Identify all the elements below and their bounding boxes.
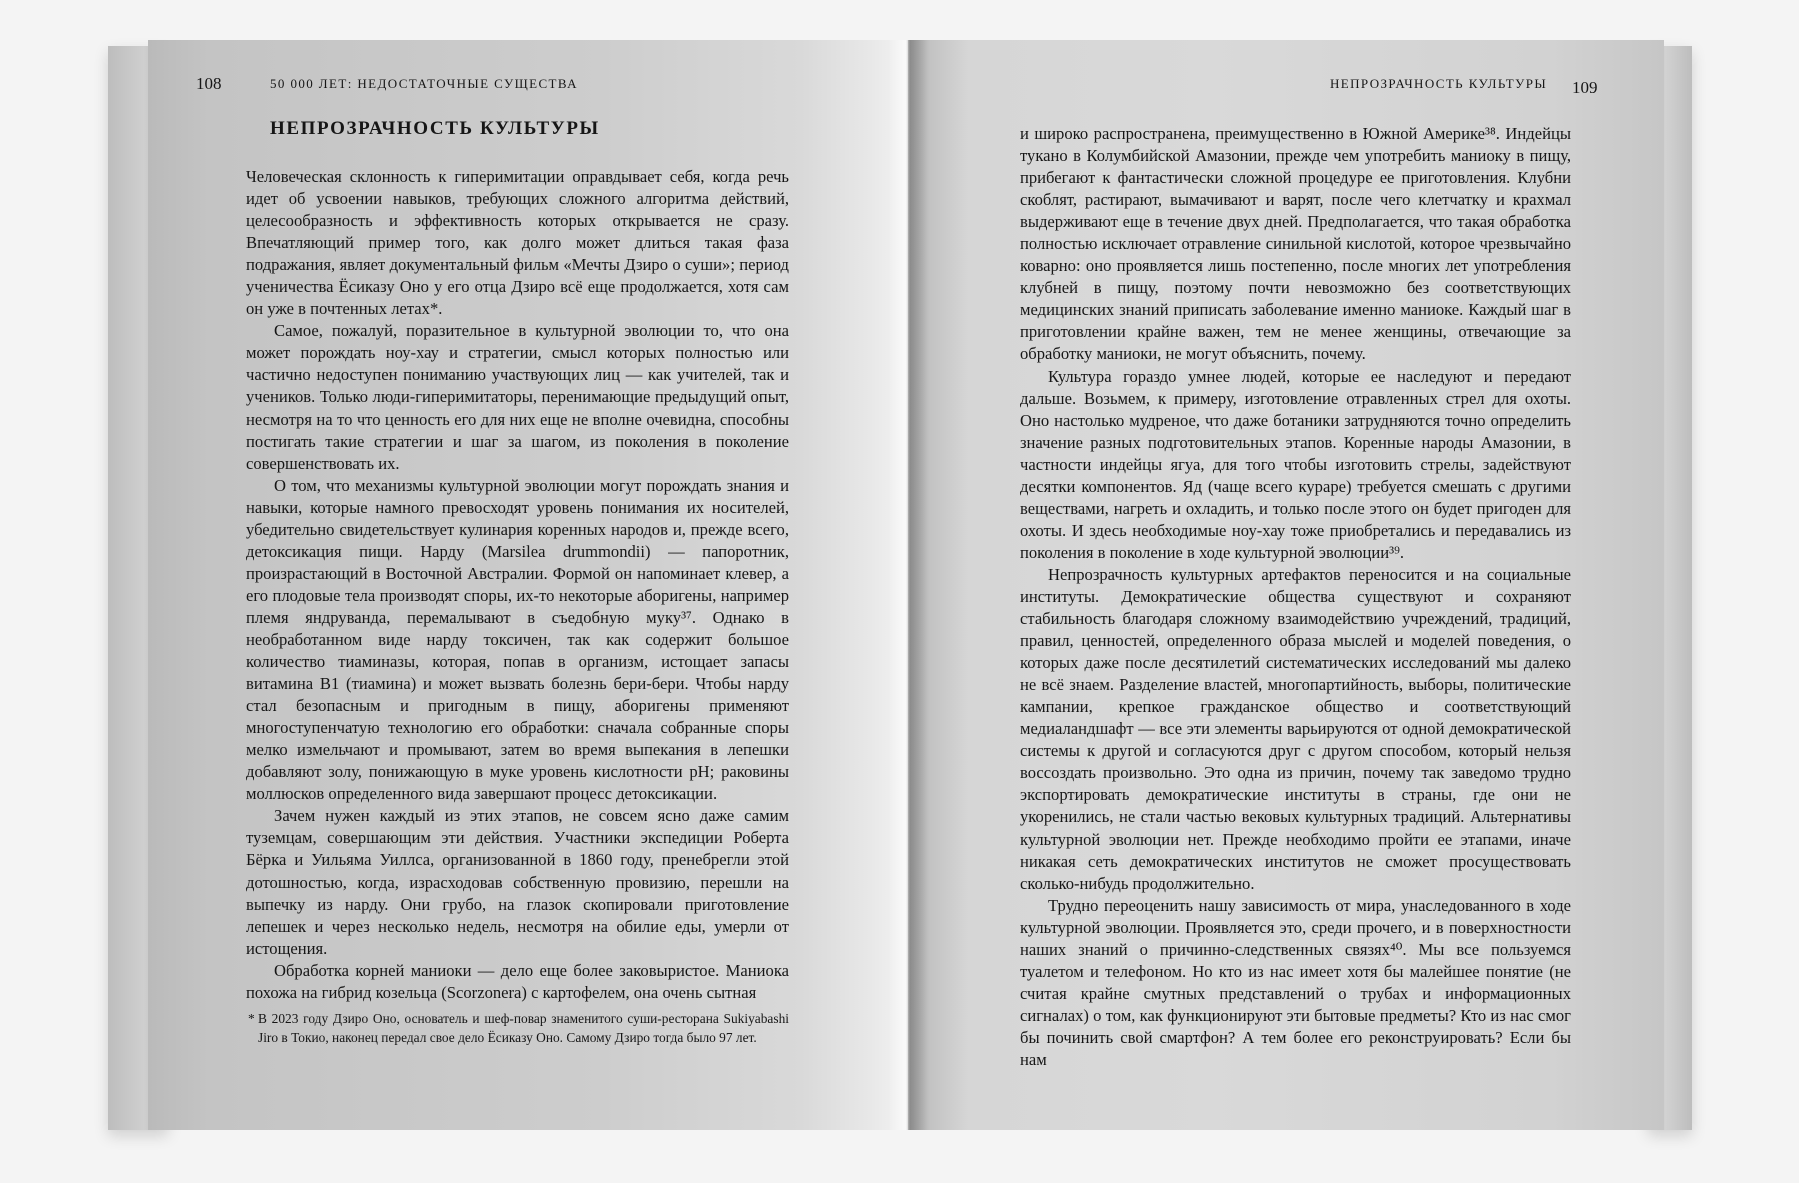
paragraph: Человеческая склонность к гиперимитации оправдывает себя, когда речь идет об усвоении навыков, требующих сложного алгоритма действий, целесообразность и эффективность которых открывается не сразу. Впечатляющий пример того, как долго может длиться такая фаза подражания, являет документальный фильм «Мечты Дзиро о суши»; период ученичества Ёсиказу Оно у его отца Дзиро всё еще продолжается, хотя сам он уже в почтенных летах*. bbox=[246, 167, 789, 319]
paragraph: О том, что механизмы культурной эволюции могут порождать знания и навыки, которые намного превосходят уровень понимания их носителей, убедительно свидетельствует кулинария коренных народов и, прежде всего, детоксикация пищи. Нарду (Marsilea drummondii) — папоротник, произрастающий в Восточной Австралии. Формой он напоминает клевер, а его плодовые тела производят споры, их-то некоторые аборигены, например племя яндруванда, перемалывают в съедобную муку³⁷. Однако в необработанном виде нарду токсичен, так как содержит большое количество тиаминазы, которая, попав в организм, истощает запасы витамина B1 (тиамина) и может вызвать болезнь бери-бери. Чтобы нарду стал безопасным и пригодным в пищу, аборигены применяют многоступенчатую технологию его обработки: сначала собранные споры мелко измельчают и промывают, затем во время выпекания в лепешки добавляют золу, понижающую в муке уровень кислотности pH; раковины моллюсков определенного вида завершают процесс детоксикации. bbox=[246, 475, 789, 804]
open-book bbox=[108, 40, 1692, 1130]
paragraph: Непрозрачность культурных артефактов переносится и на социальные институты. Демократические общества существуют и сохраняют стабильность благодаря сложному взаимодействию учреждений, традиций, правил, ценностей, определенного образа мыслей и моделей поведения, о которых даже после десятилетий систематических исследований мы далеко не всё знаем. Разделение властей, многопартийность, выборы, политические кампании, крепкое гражданское общество и соответствующий медиаландшафт — все эти элементы варьируются от одной демократической системы к другой и согласуются друг с другом способом, который нельзя воссоздать произвольно. Это одна из причин, почему так заведомо трудно экспортировать демократические институты в страны, где они не укоренились, не стали частью вековых культурных традиций. Альтернативы культурной эволюции нет. Прежде необходимо пройти ее этапами, иначе никакая сеть демократических институтов не сможет просуществовать сколько-нибудь продолжительно. bbox=[1020, 564, 1571, 893]
left-page bbox=[148, 40, 908, 1130]
paragraph: Обработка корней маниоки — дело еще более заковыристое. Маниока похожа на гибрид козельца (Scorzonera) с картофелем, она очень сытная bbox=[246, 960, 789, 1002]
running-head: 50 000 ЛЕТ: НЕДОСТАТОЧНЫЕ СУЩЕСТВА bbox=[270, 76, 578, 91]
footnote-text: В 2023 году Дзиро Оно, основатель и шеф-повар знаменитого суши-ресторана Sukiyabashi Jiro в Токио, наконец передал свое дело Ёсиказу Оно. Самому Дзиро тогда было 97 лет. bbox=[258, 1011, 789, 1045]
body-text bbox=[246, 166, 789, 1004]
page-number: 108 bbox=[196, 74, 222, 93]
paragraph: Культура гораздо умнее людей, которые ее наследуют и передают дальше. Возьмем, к примеру, изготовление отравленных стрел для охоты. Оно настолько мудреное, что даже ботаники затрудняются точно определить значение разных подготовительных этапов. Коренные народы Амазонии, в частности индейцы ягуа, для того чтобы изготовить стрелы, задействуют десятки компонентов. Яд (чаще всего кураре) требуется смешать с другими веществами, нагреть и охладить, и только после этого он будет пригоден для охоты. И здесь необходимые ноу-хау тоже приобретались и передавались из поколения в поколение в ходе культурной эволюции³⁹. bbox=[1020, 366, 1571, 562]
body-text bbox=[1020, 123, 1571, 1071]
page-number: 109 bbox=[1572, 78, 1598, 97]
footnote-marker: * bbox=[248, 1011, 255, 1026]
right-page bbox=[908, 40, 1664, 1130]
paragraph: Зачем нужен каждый из этих этапов, не совсем ясно даже самим туземцам, совершающим эти действия. Участники экспедиции Роберта Бёрка и Уильяма Уиллса, организованной в 1860 году, пренебрегли этой дотошностью, когда, израсходовав собственную провизию, перешли на выпечку из нарду. Они грубо, на глазок скопировали приготовление лепешек и через несколько недель, несмотря на обилие еды, умерли от истощения. bbox=[246, 806, 789, 958]
footnote bbox=[248, 1009, 789, 1047]
paragraph: Самое, пожалуй, поразительное в культурной эволюции то, что она может порождать ноу-хау и стратегии, смысл которых полностью или частично недоступен пониманию участвующих лиц — как учителей, так и учеников. Только люди-гиперимитаторы, перенимающие предыдущий опыт, несмотря на то что ценность его для них еще не вполне очевидна, способны постигать такие стратегии и шаг за шагом, из поколения в поколение совершенствовать их. bbox=[246, 321, 789, 473]
book-gutter bbox=[888, 40, 928, 1130]
paragraph: Трудно переоценить нашу зависимость от мира, унаследованного в ходе культурной эволюции. Проявляется это, среди прочего, и в поверхностности наших знаний о причинно-следственных связях⁴⁰. Мы все пользуемся туалетом и телефоном. Но кто из нас имеет хотя бы малейшее понятие (не считая крайне смутных представлений о трубах и информационных сигналах) о том, как функционируют эти бытовые предметы? Кто из нас смог бы починить свой смартфон? А тем более его реконструировать? Если бы нам bbox=[1020, 895, 1571, 1069]
paragraph: и широко распространена, преимущественно в Южной Америке³⁸. Индейцы тукано в Колумбийской Амазонии, прежде чем употребить маниоку в пищу, прибегают к фантастически сложной процедуре ее приготовления. Клубни скоблят, растирают, вымачивают и варят, после чего клетчатку и крахмал выдерживают еще в течение двух дней. Предполагается, что такая обработка полностью исключает отравление синильной кислотой, которое чрезвычайно коварно: оно проявляется лишь постепенно, после многих лет употребления клубней в пищу, поэтому почти невозможно без соответствующих медицинских знаний приписать заболевание именно маниоке. Каждый шаг в приготовлении крайне важен, тем не менее женщины, отвечающие за обработку маниоки, не могут объяснить, почему. bbox=[1020, 124, 1571, 364]
section-title: НЕПРОЗРАЧНОСТЬ КУЛЬТУРЫ bbox=[270, 118, 600, 139]
running-head: НЕПРОЗРАЧНОСТЬ КУЛЬТУРЫ bbox=[1330, 76, 1548, 91]
